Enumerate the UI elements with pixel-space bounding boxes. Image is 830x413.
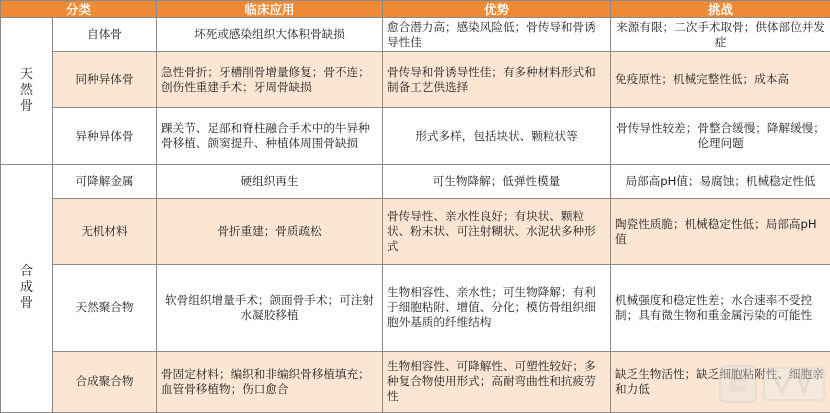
row-type: 可降解金属 — [53, 164, 157, 198]
category-label: 天然骨 — [19, 66, 33, 114]
category-synthetic-bone — [1, 164, 53, 412]
row-clinical: 软骨组织增量手术；颌面骨手术；可注射水凝胶移植 — [157, 265, 383, 351]
header-challenges: 挑战 — [611, 1, 830, 18]
row-type: 异种异体骨 — [53, 108, 157, 164]
row-clinical: 坏死或感染组织大体积骨缺损 — [157, 18, 383, 52]
row-challenges: 骨传导性较差；骨整合缓慢；降解缓慢；伦理问题 — [611, 108, 830, 164]
row-clinical: 骨折重建；骨质疏松 — [157, 198, 383, 264]
category-label: 合成骨 — [19, 264, 33, 312]
table-row — [1, 18, 830, 52]
row-challenges: 缺乏生物活性；缺乏细胞粘附性、细胞亲和力低 — [611, 351, 830, 412]
row-advantages: 愈合潜力高；感染风险低；骨传导和骨诱导性佳 — [383, 18, 611, 52]
row-clinical: 骨固定材料；编织和非编织骨移植填充；血管骨移植物；伤口愈合 — [157, 351, 383, 412]
header-category: 分类 — [1, 1, 157, 18]
row-type: 天然聚合物 — [53, 265, 157, 351]
table-row — [1, 52, 830, 108]
category-natural-bone — [1, 18, 53, 165]
table-row — [1, 164, 830, 198]
header-row — [1, 1, 830, 18]
row-clinical: 硬组织再生 — [157, 164, 383, 198]
table-row — [1, 351, 830, 412]
row-challenges: 陶瓷性质脆；机械稳定性低；局部高pH值 — [611, 198, 830, 264]
row-clinical: 踝关节、足部和脊柱融合手术中的牛异种骨移植、颌窦提升、种植体周围骨缺损 — [157, 108, 383, 164]
row-challenges: 免疫原性；机械完整性低；成本高 — [611, 52, 830, 108]
row-type: 同种异体骨 — [53, 52, 157, 108]
row-type: 自体骨 — [53, 18, 157, 52]
row-advantages: 生物相容性、可降解性、可塑性较好；多种复合物使用形式；高耐弯曲性和抗疲劳性 — [383, 351, 611, 412]
row-challenges: 机械强度和稳定性差；水合速率不受控制；具有微生物和重金属污染的可能性 — [611, 265, 830, 351]
row-advantages: 可生物降解；低弹性模量 — [383, 164, 611, 198]
row-type: 合成聚合物 — [53, 351, 157, 412]
row-advantages: 骨传导性、亲水性良好；有块状、颗粒状、粉末状、可注射糊状、水泥状多种形式 — [383, 198, 611, 264]
row-advantages: 骨传导和骨诱导性佳；有多种材料形式和制备工艺供选择 — [383, 52, 611, 108]
table-row — [1, 265, 830, 351]
row-challenges: 局部高pH值；易腐蚀；机械稳定性低 — [611, 164, 830, 198]
row-advantages: 形式多样，包括块状、颗粒状等 — [383, 108, 611, 164]
table-row — [1, 198, 830, 264]
row-advantages: 生物相容性、亲水性；可生物降解；有利于细胞粘附、增值、分化；模仿骨组织细胞外基质的纤维结构 — [383, 265, 611, 351]
table-row — [1, 108, 830, 164]
row-clinical: 急性骨折；牙槽削骨增量修复；骨不连；创伤性重建手术；牙周骨缺损 — [157, 52, 383, 108]
row-challenges: 来源有限；二次手术取骨；供体部位并发症 — [611, 18, 830, 52]
header-clinical: 临床应用 — [157, 1, 383, 18]
header-advantages: 优势 — [383, 1, 611, 18]
row-type: 无机材料 — [53, 198, 157, 264]
